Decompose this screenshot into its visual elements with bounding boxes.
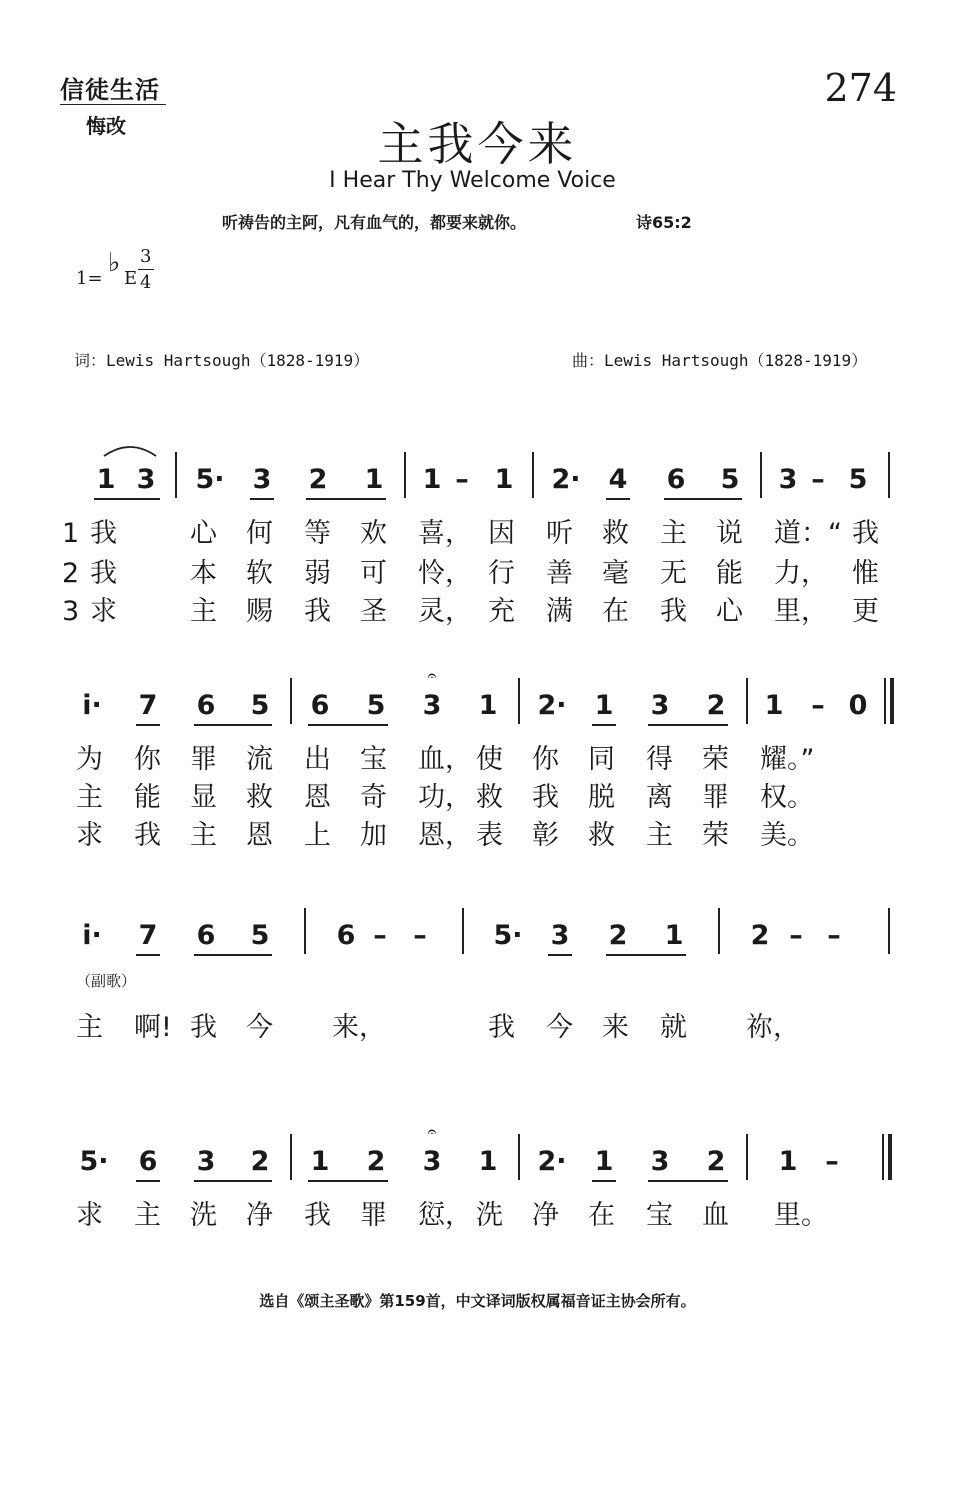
lyric: 何	[246, 518, 273, 549]
note: 1	[664, 920, 684, 951]
lyric: 恩	[246, 820, 273, 851]
lyric: 充	[488, 596, 515, 627]
lyric: 离	[646, 782, 673, 813]
lyric: 使	[476, 744, 503, 775]
lyric: 宝	[646, 1200, 673, 1231]
lyric: 求	[76, 1200, 103, 1231]
note: 5	[720, 464, 740, 495]
lyric: 软	[246, 558, 273, 589]
lyric: 罪	[702, 782, 729, 813]
time-signature-top: 3	[140, 246, 152, 267]
lyric: 满	[546, 596, 573, 627]
lyric: 啊!	[134, 1012, 172, 1043]
lyric: 同	[588, 744, 615, 775]
note: –	[811, 690, 825, 721]
lyric: 救	[602, 518, 629, 549]
subcategory-label: 悔改	[86, 114, 126, 138]
lyric: 能	[134, 782, 161, 813]
barline	[290, 1134, 292, 1180]
note: 3	[778, 464, 798, 495]
note: 1	[594, 1146, 614, 1177]
barline	[888, 452, 890, 498]
lyric: 求	[76, 820, 103, 851]
note: 2·	[551, 464, 581, 495]
lyric: 我	[852, 518, 879, 549]
lyric: 主	[190, 820, 217, 851]
note: 1	[764, 690, 784, 721]
lyric: 在	[602, 596, 629, 627]
final-barline-thick	[888, 1134, 892, 1180]
lyric: 奇	[360, 782, 387, 813]
time-signature-bar	[138, 269, 154, 270]
lyric: 主	[76, 1012, 103, 1043]
time-signature-bottom: 4	[140, 272, 152, 293]
verse-number: 1	[62, 518, 80, 549]
note: 3	[650, 690, 670, 721]
barline	[718, 908, 720, 954]
note: 6	[666, 464, 686, 495]
beam-underline	[648, 724, 728, 726]
lyric: 里，	[774, 596, 828, 627]
barline	[518, 678, 520, 724]
music-system-3	[0, 896, 955, 1056]
hymn-number: 274	[824, 66, 897, 110]
final-barline	[884, 678, 886, 724]
lyric: 我	[304, 1200, 331, 1231]
lyric: 怜，	[418, 558, 472, 589]
note: 4	[608, 464, 628, 495]
beam-underline	[194, 954, 272, 956]
beam-underline	[592, 724, 616, 726]
music-system-4	[0, 1122, 955, 1242]
lyric: 我	[532, 782, 559, 813]
lyric: 里。	[774, 1200, 828, 1231]
lyric: 无	[660, 558, 687, 589]
final-barline	[882, 1134, 884, 1180]
barline	[304, 908, 306, 954]
note: 2	[750, 920, 770, 951]
fermata-icon: 𝄐	[427, 666, 437, 685]
note: –	[811, 464, 825, 495]
note: 1	[494, 464, 514, 495]
note: 5	[250, 690, 270, 721]
title-chinese: 主我今来	[377, 117, 578, 171]
note: –	[455, 464, 469, 495]
beam-underline	[136, 724, 160, 726]
lyric: 恩，	[418, 820, 472, 851]
note: 5	[366, 690, 386, 721]
lyric: 净	[532, 1200, 559, 1231]
beam-underline	[194, 1180, 272, 1182]
category-label: 信徒生活	[60, 75, 160, 104]
note: 1	[594, 690, 614, 721]
lyric: 主	[660, 518, 687, 549]
verse-number: 3	[62, 596, 80, 627]
lyric: 彰	[532, 820, 559, 851]
beam-underline	[308, 724, 388, 726]
slur-icon	[100, 440, 160, 460]
lyric: 来，	[332, 1012, 386, 1043]
lyric: 你	[134, 744, 161, 775]
note: 3	[252, 464, 272, 495]
lyric: 我	[90, 558, 117, 589]
lyric: 道：“	[774, 518, 842, 549]
note: 5·	[195, 464, 225, 495]
lyric: 就	[660, 1012, 687, 1043]
note: –	[413, 920, 427, 951]
lyric: 流	[246, 744, 273, 775]
note: 2·	[537, 690, 567, 721]
note: 3	[136, 464, 156, 495]
lyric: 祢，	[746, 1012, 800, 1043]
category-divider	[60, 104, 166, 105]
lyric: 洗	[190, 1200, 217, 1231]
lyric: 美。	[760, 820, 814, 851]
lyric: 等	[304, 518, 331, 549]
lyric: 可	[360, 558, 387, 589]
note: –	[373, 920, 387, 951]
lyric: 弱	[304, 558, 331, 589]
key-note: E	[124, 268, 138, 289]
beam-underline	[548, 954, 572, 956]
note: 2	[308, 464, 328, 495]
note: i·	[82, 920, 102, 951]
lyric: 更	[852, 596, 879, 627]
lyric: 宝	[360, 744, 387, 775]
note: 1	[778, 1146, 798, 1177]
lyric: 主	[646, 820, 673, 851]
music-system-1	[0, 440, 955, 660]
lyric: 说	[716, 518, 743, 549]
lyric: 因	[488, 518, 515, 549]
lyric: 赐	[246, 596, 273, 627]
note: 3	[650, 1146, 670, 1177]
barline	[760, 452, 762, 498]
lyric: 救	[246, 782, 273, 813]
note: 3	[550, 920, 570, 951]
lyric: 愆，	[418, 1200, 472, 1231]
lyric: 喜，	[418, 518, 472, 549]
note: 0	[848, 690, 868, 721]
note: 3	[196, 1146, 216, 1177]
barline	[404, 452, 406, 498]
barline	[746, 1134, 748, 1180]
lyric: 主	[134, 1200, 161, 1231]
lyric: 我	[488, 1012, 515, 1043]
lyric: 救	[588, 820, 615, 851]
copyright-note: 选自《颂主圣歌》第159首，中文译词版权属福音证主协会所有。	[259, 1292, 696, 1310]
barline	[532, 452, 534, 498]
lyric: 毫	[602, 558, 629, 589]
note: 2	[706, 1146, 726, 1177]
barline	[746, 678, 748, 724]
note: 2	[608, 920, 628, 951]
beam-underline	[136, 1180, 160, 1182]
lyric: 能	[716, 558, 743, 589]
composer-credit: 曲：Lewis Hartsough（1828-1919）	[572, 351, 868, 370]
beam-underline	[306, 498, 386, 500]
lyric: 本	[190, 558, 217, 589]
lyric: 加	[360, 820, 387, 851]
lyric: 主	[76, 782, 103, 813]
note: 6	[138, 1146, 158, 1177]
lyric: 今	[546, 1012, 573, 1043]
beam-underline	[664, 498, 742, 500]
lyric: 血，	[418, 744, 472, 775]
note: 3	[422, 1146, 442, 1177]
note: –	[825, 1146, 839, 1177]
barline	[462, 908, 464, 954]
lyric: 听	[546, 518, 573, 549]
lyric: 我	[134, 820, 161, 851]
final-barline-thick	[890, 678, 894, 724]
title-english: I Hear Thy Welcome Voice	[329, 168, 616, 193]
note: 1	[422, 464, 442, 495]
lyric: 圣	[360, 596, 387, 627]
lyric: 脱	[588, 782, 615, 813]
lyric: 表	[476, 820, 503, 851]
music-system-2	[0, 666, 955, 866]
lyric: 出	[304, 744, 331, 775]
lyric: 惟	[852, 558, 879, 589]
note: 2	[366, 1146, 386, 1177]
beam-underline	[648, 1180, 728, 1182]
note: 6	[196, 920, 216, 951]
lyric: 你	[532, 744, 559, 775]
refrain-label: （副歌）	[76, 972, 137, 990]
lyric: 善	[546, 558, 573, 589]
lyric: 罪	[190, 744, 217, 775]
lyric: 净	[246, 1200, 273, 1231]
note: 1	[364, 464, 384, 495]
key-prefix: 1=	[76, 268, 103, 289]
note: 7	[138, 690, 158, 721]
lyric: 荣	[702, 820, 729, 851]
lyric: 灵，	[418, 596, 472, 627]
beam-underline	[606, 498, 630, 500]
lyric: 得	[646, 744, 673, 775]
note: 1	[310, 1146, 330, 1177]
flat-icon: ♭	[108, 248, 121, 278]
beam-underline	[194, 724, 272, 726]
lyric: 求	[90, 596, 117, 627]
note: i·	[82, 690, 102, 721]
scripture-quote: 听祷告的主阿，凡有血气的，都要来就你。	[222, 213, 527, 232]
fermata-icon: 𝄐	[427, 1122, 437, 1141]
note: 1	[478, 1146, 498, 1177]
lyric: 救	[476, 782, 503, 813]
note: 7	[138, 920, 158, 951]
lyric: 上	[304, 820, 331, 851]
note: 1	[96, 464, 116, 495]
lyric: 血	[702, 1200, 729, 1231]
verse-number: 2	[62, 558, 80, 589]
lyric: 我	[304, 596, 331, 627]
note: 2	[250, 1146, 270, 1177]
beam-underline	[94, 498, 160, 500]
barline	[175, 452, 177, 498]
lyric: 欢	[360, 518, 387, 549]
lyric: 主	[190, 596, 217, 627]
lyric: 恩	[304, 782, 331, 813]
lyric: 我	[90, 518, 117, 549]
beam-underline	[592, 1180, 616, 1182]
lyric: 为	[76, 744, 103, 775]
beam-underline	[308, 1180, 388, 1182]
note: 6	[336, 920, 356, 951]
lyric: 力，	[774, 558, 828, 589]
note: 2	[706, 690, 726, 721]
lyric: 权。	[760, 782, 814, 813]
beam-underline	[606, 954, 686, 956]
note: 5	[848, 464, 868, 495]
lyric: 我	[660, 596, 687, 627]
lyric: 行	[488, 558, 515, 589]
lyric: 我	[190, 1012, 217, 1043]
lyricist-credit: 词：Lewis Hartsough（1828-1919）	[74, 351, 370, 370]
barline	[290, 678, 292, 724]
beam-underline	[250, 498, 274, 500]
note: –	[827, 920, 841, 951]
lyric: 心	[190, 518, 217, 549]
note: 1	[478, 690, 498, 721]
note: 5	[250, 920, 270, 951]
note: 5·	[79, 1146, 109, 1177]
note: –	[789, 920, 803, 951]
lyric: 荣	[702, 744, 729, 775]
lyric: 洗	[476, 1200, 503, 1231]
lyric: 显	[190, 782, 217, 813]
scripture-reference: 诗65:2	[636, 213, 692, 232]
note: 2·	[537, 1146, 567, 1177]
beam-underline	[136, 954, 160, 956]
lyric: 今	[246, 1012, 273, 1043]
barline	[888, 908, 890, 954]
note: 6	[196, 690, 216, 721]
lyric: 心	[716, 596, 743, 627]
lyric: 罪	[360, 1200, 387, 1231]
lyric: 耀。”	[760, 744, 815, 775]
lyric: 功，	[418, 782, 472, 813]
note: 5·	[493, 920, 523, 951]
barline	[518, 1134, 520, 1180]
note: 6	[310, 690, 330, 721]
lyric: 在	[588, 1200, 615, 1231]
lyric: 来	[602, 1012, 629, 1043]
note: 3	[422, 690, 442, 721]
